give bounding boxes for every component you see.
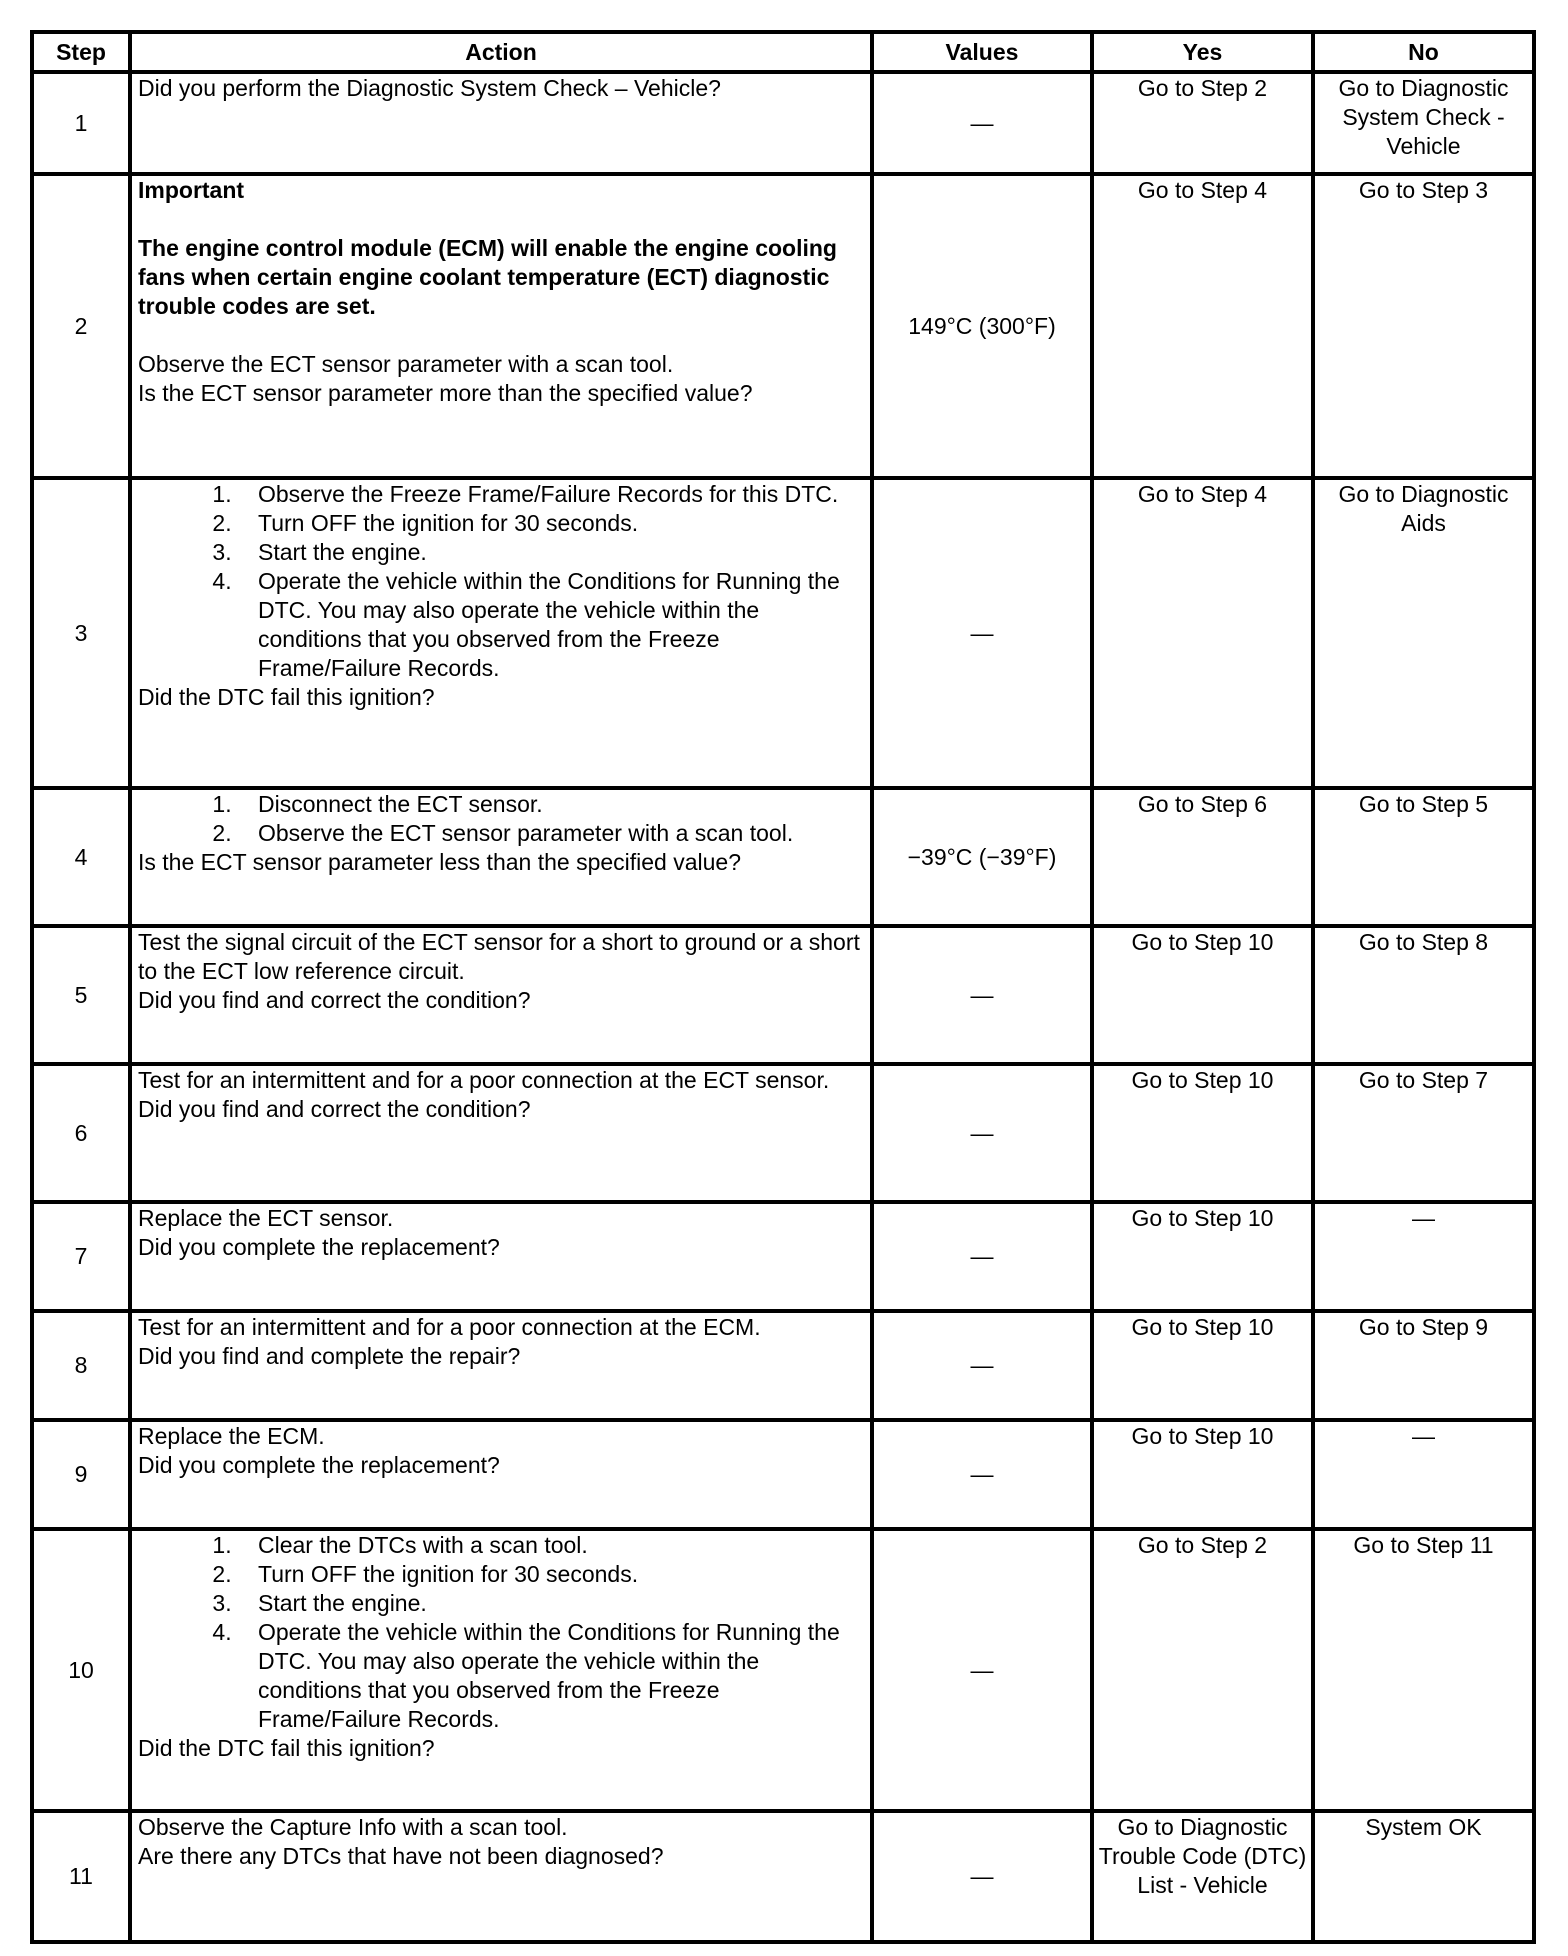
table-row (32, 1311, 1534, 1420)
table-row (32, 174, 1534, 478)
list-item: 1. Disconnect the ECT sensor. (238, 790, 864, 819)
no-cell (1313, 1202, 1534, 1311)
list-item: 1. Observe the Freeze Frame/Failure Records for this DTC. (238, 480, 864, 509)
no-text: Go to Diagnostic System Check - Vehicle (1338, 75, 1509, 159)
action-cell (130, 1420, 872, 1529)
no-text: Go to Diagnostic Aids (1338, 481, 1509, 536)
yes-cell (1092, 478, 1313, 788)
step-number: 11 (32, 1811, 130, 1942)
action-text: Replace the ECT sensor. (138, 1205, 394, 1231)
yes-text: Go to Step 10 (1131, 1423, 1274, 1449)
action-cell (130, 1811, 872, 1942)
important-text: The engine control module (ECM) will enable the engine cooling fans when certain engine coolant temperature (ECT) diagnostic trouble codes are set. (138, 235, 837, 319)
list-item: 1. Clear the DTCs with a scan tool. (238, 1531, 864, 1560)
yes-text: Go to Step 10 (1131, 929, 1274, 955)
step-number: 8 (32, 1311, 130, 1420)
no-cell (1313, 1311, 1534, 1420)
action-cell (130, 926, 872, 1064)
list-item: 3. Start the engine. (238, 1589, 864, 1618)
yes-cell (1092, 1420, 1313, 1529)
value-cell: — (872, 926, 1092, 1064)
value-cell: — (872, 1529, 1092, 1811)
no-text: Go to Step 8 (1358, 929, 1489, 955)
value-cell: — (872, 1311, 1092, 1420)
yes-cell (1092, 926, 1313, 1064)
action-question: Did you find and correct the condition? (138, 1096, 531, 1122)
value-cell: — (872, 478, 1092, 788)
value-cell: 149°C (300°F) (872, 174, 1092, 478)
list-item: 3. Start the engine. (238, 538, 864, 567)
list-item: 4. Operate the vehicle within the Conditions for Running the DTC. You may also operate the vehicle within the conditions that you observed from the Freeze Frame/Failure Records. (238, 567, 864, 683)
yes-cell (1092, 1811, 1313, 1942)
header-values: Values (872, 32, 1092, 72)
yes-text: Go to Step 2 (1137, 75, 1268, 101)
header-action: Action (130, 32, 872, 72)
action-cell (130, 174, 872, 478)
step-number: 7 (32, 1202, 130, 1311)
action-question: Are there any DTCs that have not been diagnosed? (138, 1843, 664, 1869)
action-list (138, 480, 864, 683)
value-cell: — (872, 1064, 1092, 1202)
action-question: Is the ECT sensor parameter less than the specified value? (138, 849, 742, 875)
header-step: Step (32, 32, 130, 72)
yes-cell (1092, 1064, 1313, 1202)
yes-text: Go to Step 6 (1137, 791, 1268, 817)
step-number: 3 (32, 478, 130, 788)
action-question: Did you find and correct the condition? (138, 987, 531, 1013)
no-cell (1313, 478, 1534, 788)
table-row (32, 926, 1534, 1064)
step-number: 6 (32, 1064, 130, 1202)
important-title: Important (138, 177, 245, 203)
action-text: Observe the Capture Info with a scan tool. (138, 1814, 568, 1840)
table-row (32, 1529, 1534, 1811)
no-text: Go to Step 11 (1353, 1532, 1494, 1558)
header-no: No (1313, 32, 1534, 72)
yes-text: Go to Step 10 (1131, 1205, 1274, 1231)
action-question: Did you complete the replacement? (138, 1452, 500, 1478)
no-cell (1313, 72, 1534, 174)
list-item: 2. Observe the ECT sensor parameter with a scan tool. (238, 819, 864, 848)
header-row (32, 32, 1534, 72)
diagnostic-table (30, 30, 1536, 1944)
step-number: 4 (32, 788, 130, 926)
table-row (32, 788, 1534, 926)
action-cell (130, 1529, 872, 1811)
no-cell (1313, 1420, 1534, 1529)
no-cell (1313, 788, 1534, 926)
table-row (32, 1202, 1534, 1311)
action-text: Observe the ECT sensor parameter with a scan tool. (138, 351, 674, 377)
table-row (32, 72, 1534, 174)
table-row (32, 1420, 1534, 1529)
yes-cell (1092, 72, 1313, 174)
yes-text: Go to Step 4 (1137, 481, 1268, 507)
table-row (32, 1811, 1534, 1942)
no-text: Go to Step 3 (1358, 177, 1489, 203)
value-cell: — (872, 1420, 1092, 1529)
value-cell: — (872, 1202, 1092, 1311)
no-text: Go to Step 5 (1358, 791, 1489, 817)
no-cell (1313, 1529, 1534, 1811)
table-row (32, 1064, 1534, 1202)
step-number: 9 (32, 1420, 130, 1529)
step-number: 1 (32, 72, 130, 174)
no-text: System OK (1365, 1814, 1482, 1840)
action-cell (130, 1202, 872, 1311)
value-cell: −39°C (−39°F) (872, 788, 1092, 926)
yes-text: Go to Diagnostic Trouble Code (DTC) List - Vehicle (1098, 1814, 1307, 1898)
step-number: 10 (32, 1529, 130, 1811)
step-number: 5 (32, 926, 130, 1064)
yes-cell (1092, 1311, 1313, 1420)
action-cell (130, 72, 872, 174)
yes-text: Go to Step 10 (1131, 1314, 1274, 1340)
step-number: 2 (32, 174, 130, 478)
action-question: Did you find and complete the repair? (138, 1343, 521, 1369)
value-cell: — (872, 1811, 1092, 1942)
action-cell (130, 1311, 872, 1420)
list-item: 4. Operate the vehicle within the Conditions for Running the DTC. You may also operate the vehicle within the conditions that you observed from the Freeze Frame/Failure Records. (238, 1618, 864, 1734)
header-yes: Yes (1092, 32, 1313, 72)
list-item: 2. Turn OFF the ignition for 30 seconds. (238, 1560, 864, 1589)
action-cell (130, 478, 872, 788)
action-text: Test for an intermittent and for a poor connection at the ECM. (138, 1314, 761, 1340)
yes-cell (1092, 788, 1313, 926)
action-text: Test the signal circuit of the ECT sensor for a short to ground or a short to the ECT low reference circuit. (138, 929, 860, 984)
action-cell (130, 788, 872, 926)
action-text: Test for an intermittent and for a poor connection at the ECT sensor. (138, 1067, 830, 1093)
action-question: Is the ECT sensor parameter more than the specified value? (138, 380, 753, 406)
action-text: Replace the ECM. (138, 1423, 325, 1449)
yes-cell (1092, 1202, 1313, 1311)
yes-text: Go to Step 2 (1137, 1532, 1268, 1558)
action-question: Did you complete the replacement? (138, 1234, 500, 1260)
no-text: Go to Step 9 (1358, 1314, 1489, 1340)
no-text: — (1412, 1205, 1435, 1231)
no-cell (1313, 1811, 1534, 1942)
yes-cell (1092, 1529, 1313, 1811)
yes-text: Go to Step 10 (1131, 1067, 1274, 1093)
no-cell (1313, 926, 1534, 1064)
no-cell (1313, 174, 1534, 478)
action-list (138, 1531, 864, 1734)
action-question: Did the DTC fail this ignition? (138, 684, 435, 710)
no-cell (1313, 1064, 1534, 1202)
table-row (32, 478, 1534, 788)
action-cell (130, 1064, 872, 1202)
yes-text: Go to Step 4 (1137, 177, 1268, 203)
value-cell: — (872, 72, 1092, 174)
no-text: — (1412, 1423, 1435, 1449)
action-question: Did the DTC fail this ignition? (138, 1735, 435, 1761)
no-text: Go to Step 7 (1358, 1067, 1489, 1093)
action-text: Did you perform the Diagnostic System Check – Vehicle? (138, 75, 721, 101)
action-list (138, 790, 864, 848)
yes-cell (1092, 174, 1313, 478)
list-item: 2. Turn OFF the ignition for 30 seconds. (238, 509, 864, 538)
